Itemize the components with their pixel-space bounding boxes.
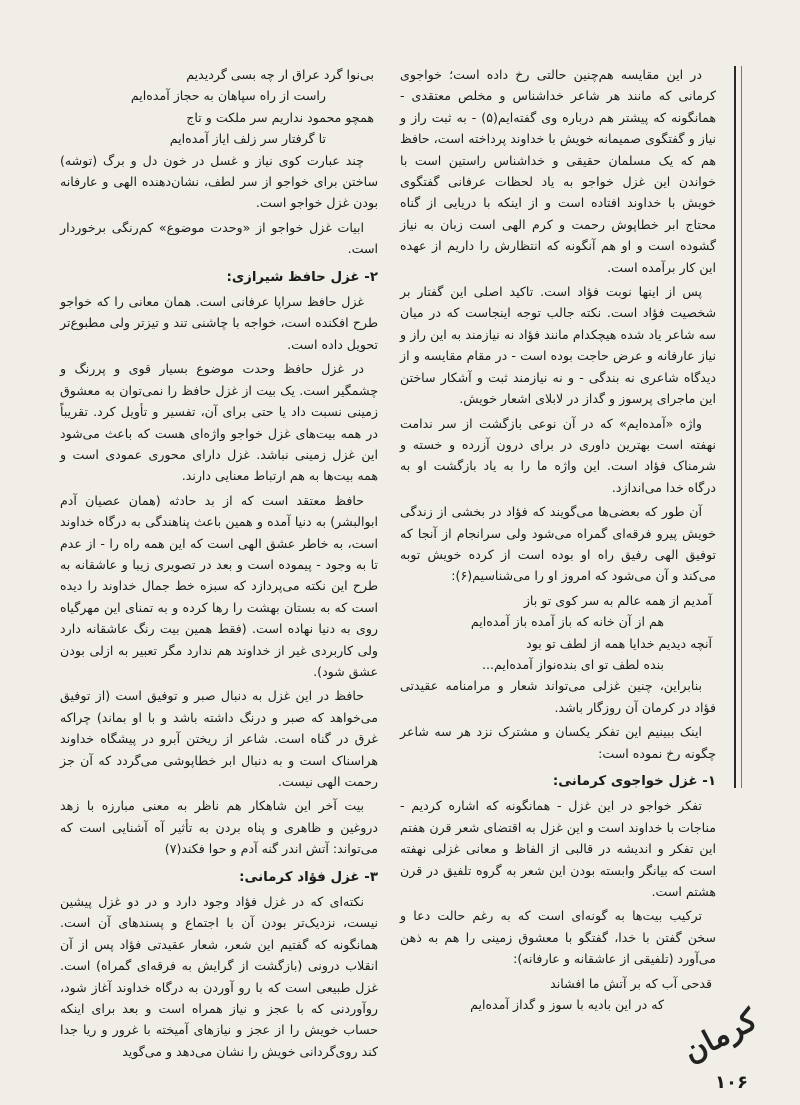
paragraph: ابیات غزل خواجو از «وحدت موضوع» کم‌رنگی برخوردار است.: [60, 219, 378, 257]
paragraph: واژه «آمده‌ایم» که در آن نوعی بازگشت از سر ندامت نهفته است بهترین داوری در برای درون آزرده و خسته و شرمناک فؤاد است. این واژه ما را به یاد بازگشت او به درگاه خدا می‌اندازد.: [400, 415, 716, 495]
verse-line: بنده لطف تو ای بنده‌نواز آمده‌ایم...: [481, 656, 664, 672]
paragraph: حافظ در این غزل به دنبال صبر و توفیق است (از توفیق می‌خواهد که صبر و درنگ داشته باشد و با او بماند) چراکه غرق در گناه است. شاعر از ریختن آبرو در پیشگاه خداوند هراسناک است و به دنبال ابر خطاپوشی می‌گردد که آن جز رحمت الهی نیست.: [60, 688, 378, 789]
page-number: ۱۰۶: [715, 1072, 748, 1093]
paragraph: در غزل حافظ وحدت موضوع بسیار قوی و پررنگ و چشمگیر است. یک بیت از غزل حافظ را نمی‌توان به معشوق زمینی نسبت داد یا حتی برای آن، تفسیر و تأویل کرد. تقریباً در همه بیت‌های غزل خواجو واژه‌ای هست که باعث می‌شود این غزل زمینی نباشد. غزل دارای محوری عمودی است و همه بیت‌ها به هم ارتباط معنایی دارند.: [60, 361, 378, 484]
paragraph: پس از اینها نوبت فؤاد است. تاکید اصلی این گفتار بر شخصیت فؤاد است. نکته جالب توجه اینجاست که در میان سه شاعر یاد شده هیچکدام مانند فؤاد نه نیازمند به این راز و نیاز عارفانه و عرض حاجت بوده است - در مقام مقایسه و از دیدگاه شاعری نه بندگی - و نه نیازمند ثبت و آشکار ساختن این ماجرای پرسوز و گداز در لابلای اشعار خویش.: [400, 284, 716, 407]
verse-line: که در این بادیه با سوز و گداز آمده‌ایم: [470, 997, 664, 1013]
verse-line: راست از راه سپاهان به حجاز آمده‌ایم: [130, 88, 326, 104]
paragraph: تفکر خواجو در این غزل - همانگونه که اشاره کردیم - مناجات با خداوند است و این غزل به اقتضای شعر قرن هفتم این تفکر و اندیشه در قالبی از الفاظ و معانی غزلی نهفته است که بیانگر وابسته بودن این شعر به گروه تلفیق در قرن هشتم است.: [400, 798, 716, 900]
paragraph: در این مقایسه هم‌چنین حالتی رخ داده است؛ خواجوی کرمانی که مانند هر شاعر خداشناس و مخلص معتقدی - همانگونه که پیشتر هم درباره وی گفته‌ایم(۵) - به ثبت راز و نیاز و گفتگوی صمیمانه خویش با خداوند پرداخته است، حافظ هم که یک مسلمان حقیقی و خداشناس راستین است با خواندن این غزل خواجو به یاد لحظات عرفانی گفتگوی خویش با خداوند افتاده است و از اینکه با دریایی از گناه محتاج ابر خطاپوش رحمت و کرم الهی است زبان به نیاز گشوده است و او هم آنگونه که انتظارش را داریم از عهده این کار برآمده است.: [400, 67, 716, 275]
section-heading: ۱- غزل خواجوی کرمانی:: [552, 774, 716, 789]
paragraph: حافظ معتقد است که از بد حادثه (همان عصیان آدم ابوالبشر) به دنیا آمده و همین باعث پناهندگی به درگاه خداوند است، به خاطر عشق الهی است که این همه راه را - از عدم تا به وجود - پیموده است و بعد در تصویری زیبا و عاشقانه به طرح این نکته می‌پردازد که سبزه خط جمال خداوند را دیده است که به بستان بهشت را رها کرده و به تمنای این مهرگیاه روی به دنیا نهاده است. (فقط همین بیت رنگ عاشقانه دارد ولی کاربردی غیر از خداوند هم ندارد مگر تعبیر به ازلی بودن عشق شود).: [60, 492, 378, 679]
verse-line: بی‌نوا گرد عراق ار چه بسی گردیدیم: [186, 67, 374, 82]
left-column: [60, 64, 378, 1094]
paragraph: بیت آخر این شاهکار هم ناظر به معنی مبارزه با زهد دروغین و ظاهری و پناه بردن به تأثیر آه آشنایی است که می‌تواند: آتش اندر گنه آدم و حوا فکند(۷): [60, 798, 378, 857]
paragraph: غزل حافظ سراپا عرفانی است. همان معانی را که خواجو طرح افکنده است، خواجه با چاشنی تند و تیزتر ولی مطبوع‌تر تحویل داده است.: [60, 294, 378, 352]
verse-line: آمدیم از همه عالم به سر کوی تو باز: [523, 592, 712, 608]
magazine-logo: کرمان: [677, 1002, 764, 1070]
verse-line: قدحی آب که بر آتش ما افشاند: [550, 975, 712, 991]
section-heading: ۳- غزل فؤاد کرمانی:: [239, 869, 378, 885]
verse-line: تا گرفتار سر زلف ایاز آمده‌ایم: [169, 131, 326, 147]
verse-line: همچو محمود نداریم سر ملکت و تاج: [186, 109, 374, 125]
paragraph: بنابراین، چنین غزلی می‌تواند شعار و مرامنامه عقیدتی فؤاد در کرمان آن روزگار باشد.: [400, 678, 716, 715]
section-heading: ۲- غزل حافظ شیرازی:: [226, 269, 378, 285]
verse-line: هم از آن خانه که باز آمده باز آمده‌ایم: [470, 614, 664, 630]
right-column: [400, 64, 716, 1054]
verse-line: آنچه دیدیم خدایا همه از لطف تو بود: [526, 635, 712, 651]
paragraph: ترکیب بیت‌ها به گونه‌ای است که به رغم حالت دعا و سخن گفتن با خدا، گفتگو با معشوق زمینی را هم به ذهن می‌آورد (تلفیقی از عاشقانه و عارفانه):: [400, 908, 716, 967]
margin-rule: [734, 66, 736, 788]
paragraph: آن طور که بعضی‌ها می‌گویند که فؤاد در بخشی از زندگی خویش پیرو فرقه‌ای گمراه می‌شود ولی سرانجام از آنجا که توفیق الهی رفیق راه او بوده است از کرده خویش توبه می‌کند و آن می‌شود که امروز او را می‌شناسیم(۶):: [400, 504, 716, 584]
margin-rule-thin: [741, 66, 742, 788]
paragraph: اینک ببینیم این تفکر یکسان و مشترک نزد هر سه شاعر چگونه رخ نموده است:: [400, 724, 716, 761]
paragraph: چند عبارت کوی نیاز و غسل در خون دل و برگ (توشه) ساختن برای خواجو از سر لطف، نشان‌دهنده الهی و عارفانه بودن غزل خواجو است.: [60, 152, 378, 211]
paragraph: نکته‌ای که در غزل فؤاد وجود دارد و در دو غزل پیشین نیست، نزدیک‌تر بودن آن با اجتماع و پسندهای آن است. همانگونه که گفتیم این شعر، شعار عقیدتی فؤاد پس از آن انقلاب درونی (بازگشت از گرایش به فرقه‌ای گمراه) است. غزل طبیعی است که با رو آوردن به درگاه خداوند آغاز شود، روآوردنی که با عجز و نیاز همراه است و بعد برای اینکه حساب خویش را از عجز و نیازهای آمیخته با غرور و ریا جدا کند روی‌گردانی خویش را نشان می‌دهد و می‌گوید: [60, 894, 378, 1059]
